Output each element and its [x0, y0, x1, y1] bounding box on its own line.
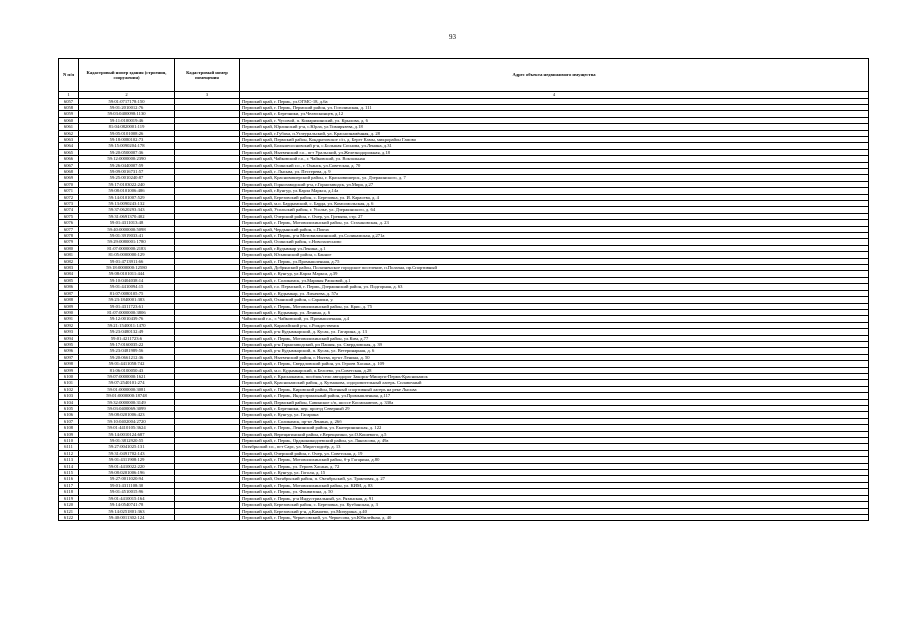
row-index-cell: 6112: [59, 450, 79, 456]
row-index-cell: 6086: [59, 284, 79, 290]
building-cadastral-cell: 59:01:3812920:55: [79, 438, 175, 444]
row-index-cell: 6107: [59, 418, 79, 424]
building-cadastral-cell: 59:01:4311723:61: [79, 303, 175, 309]
building-cadastral-cell: 59:08:0101006:486: [79, 188, 175, 194]
row-index-cell: 6114: [59, 463, 79, 469]
col-header-premises-cadastral: Кадастровый номер помещения: [175, 59, 240, 92]
building-cadastral-cell: 59:18:0080102:73: [79, 136, 175, 142]
address-cell: Пермский край, Красновишерский район, г. Красновишерск, ул. Дзержинского, д. 7: [240, 175, 869, 181]
address-cell: Пермский край, г. Пермь, Мотовилихинский район, ул. Стахановская, д. 23: [240, 220, 869, 226]
row-index-cell: 6110: [59, 438, 79, 444]
row-index-cell: 6115: [59, 470, 79, 476]
building-cadastral-cell: 59:08:0101011:444: [79, 271, 175, 277]
row-index-cell: 6113: [59, 457, 79, 463]
address-cell: Пермский край, г. Чусовой, п. Комарихинский, ул. Крылова, д. 6: [240, 117, 869, 123]
table-body: [59, 98, 869, 521]
row-index-cell: 6102: [59, 386, 79, 392]
address-cell: Чайковский г.о., г. Чайковский, ул. Промышленная, д.4: [240, 316, 869, 322]
row-index-cell: 6066: [59, 156, 79, 162]
building-cadastral-cell: 81:07:0000000:3806: [79, 309, 175, 315]
row-index-cell: 6099: [59, 367, 79, 373]
building-cadastral-cell: 59:31:0691370:402: [79, 213, 175, 219]
address-cell: Пермский край, г. Соликамск, пр-кт Ленина, д. 26б: [240, 418, 869, 424]
address-cell: Пермский край, Юсьвинский район, с.Банное: [240, 252, 869, 258]
address-cell: Пермский край, г. Пермь, Черкесовский, ул. Черкесова, ул.Юбилейная, д. 40: [240, 514, 869, 520]
building-cadastral-cell: 59:01:4510015:96: [79, 489, 175, 495]
row-index-cell: 6083: [59, 265, 79, 271]
row-index-cell: 6093: [59, 329, 79, 335]
address-cell: Пермский край, г. Кудымкар, ул. Лихачева, д. 57а: [240, 290, 869, 296]
address-cell: Пермский край, Осинский г.о., г. Оханск, ул.Советская, д. 70: [240, 162, 869, 168]
building-cadastral-cell: 59:18:0000000:12580: [79, 265, 175, 271]
address-cell: Пермский край, г. Пермь, Мотовилихинский район, ул. Крис, д. 75: [240, 303, 869, 309]
address-cell: Пермский край, Чайковский г.о., г. Чайковский, ул. Вокзальная: [240, 156, 869, 162]
col-number: 4: [240, 92, 869, 99]
address-cell: Пермский край, Березовский район, с. Березовка, ул. Кутбанская, д. 3: [240, 502, 869, 508]
row-index-cell: 6095: [59, 341, 79, 347]
row-index-cell: 6109: [59, 431, 79, 437]
building-cadastral-cell: 59:27:0011020:94: [79, 476, 175, 482]
row-index-cell: 6092: [59, 322, 79, 328]
building-cadastral-cell: 59:09:0016731:57: [79, 168, 175, 174]
registry-table: [58, 58, 869, 521]
address-cell: Пермский край, г. Пермь, ул.ОГМС-18, д.6а: [240, 98, 869, 104]
row-index-cell: 6105: [59, 406, 79, 412]
address-cell: Пермский край, Горнозаводский р-н, г.Горнозаводск, ул.Мира, д.27: [240, 181, 869, 187]
building-cadastral-cell: 59:01:0000000:3081: [79, 386, 175, 392]
row-index-cell: 6116: [59, 476, 79, 482]
building-cadastral-cell: 59:01:4311013:48: [79, 220, 175, 226]
building-cadastral-cell: 81:04:0820001:119: [79, 124, 175, 130]
row-index-cell: 6077: [59, 226, 79, 232]
row-index-cell: 6058: [59, 104, 79, 110]
building-cadastral-cell: 59:20:0500007:36: [79, 149, 175, 155]
address-cell: Пермский край, Юрлинский р-н, с.Юрла, ул.Тимирязева, д.18: [240, 124, 869, 130]
building-cadastral-cell: 59:40:0000000:5098: [79, 226, 175, 232]
address-cell: Пермский край, м.о. Бардымский, с. Барда, ул. Комсомольская, д. 6: [240, 201, 869, 207]
address-cell: Пермский край, Краснокамский район, д. Кузмакова, оздоровительный лагерь. Сплавочный: [240, 380, 869, 386]
address-cell: Пермский край, г. Пермь, Свердловский район, ул. Героев Хасана, д. 109: [240, 361, 869, 367]
address-cell: Пермский край, Большесосновский р-н, с.Большая Соснова, ул.Ленина, д.31: [240, 143, 869, 149]
building-cadastral-cell: 81:07:0080105:75: [79, 290, 175, 296]
building-cadastral-cell: 59:08:0201006:423: [79, 412, 175, 418]
building-cadastral-cell: 59:37:0620293:343: [79, 207, 175, 213]
building-cadastral-cell: 59:01:0717178:150: [79, 98, 175, 104]
address-cell: Пермский край, Нытвенский район, г. Нытва, пр-кт Ленина, д. 50: [240, 354, 869, 360]
row-index-cell: 6118: [59, 489, 79, 495]
col-header-address: Адрес объекта недвижимого имущества: [240, 59, 869, 92]
row-index-cell: 6096: [59, 348, 79, 354]
address-cell: Октябрьский г.о., пгт Сарс, ул. Мира-подпёр, д. 13: [240, 444, 869, 450]
building-cadastral-cell: 59:03:0400098:1130: [79, 111, 175, 117]
row-index-cell: 6085: [59, 277, 79, 283]
row-index-cell: 6111: [59, 444, 79, 450]
address-cell: Пермский край, г. Пермь, Индустриальный район, ул.Промышленная, д.117: [240, 393, 869, 399]
building-cadastral-cell: 59:10:0402004:2720: [79, 418, 175, 424]
building-cadastral-cell: 59:01:4311908:129: [79, 457, 175, 463]
address-cell: Пермский край, р-н Горнозаводский, рп Пашия, ул. Свердловская, д. 39: [240, 341, 869, 347]
row-index-cell: 6097: [59, 354, 79, 360]
address-cell: Пермский край, г. Кунгур, ул. Гоголя, д. 15: [240, 470, 869, 476]
building-cadastral-cell: 81:06:0100050:43: [79, 367, 175, 373]
address-cell: Пермский край, г.Кудымкар ул.Ленина, д.1: [240, 245, 869, 251]
row-index-cell: 6082: [59, 258, 79, 264]
building-cadastral-cell: 59:07:0000000:1621: [79, 373, 175, 379]
row-index-cell: 6057: [59, 98, 79, 104]
address-cell: Пермский край, г. Кудымкар, ул. Ленина, д. 6: [240, 309, 869, 315]
building-cadastral-cell: 59:01:3919033:41: [79, 233, 175, 239]
building-cadastral-cell: 59:32:0000000:3149: [79, 399, 175, 405]
building-cadastral-cell: 59:11:0100019:46: [79, 117, 175, 123]
address-cell: Пермский край, Верещагинский район, г.Верещагино, ул.О.Кошевого, д.5: [240, 431, 869, 437]
address-cell: Пермский край, г. Соликамск, ул.Марины Расковой, д.1: [240, 277, 869, 283]
address-cell: Пермский край, Чердынский район, с.Покча: [240, 226, 869, 232]
row-index-cell: 6091: [59, 316, 79, 322]
address-cell: Пермский край, г. Пермь, р-н Мотовилихинский, ул.Соликамская, д.271а: [240, 233, 869, 239]
row-index-cell: 6087: [59, 290, 79, 296]
building-cadastral-cell: 59:08:0201006:196: [79, 470, 175, 476]
row-index-cell: 6101: [59, 380, 79, 386]
address-cell: Пермский край, Нытвенский г.о., пгт Уральский, ул.Железнодорожная, д.18: [240, 149, 869, 155]
address-cell: Пермский край, г. Лысьва, ул. Пестерева, д. 9: [240, 168, 869, 174]
row-index-cell: 6061: [59, 124, 79, 130]
address-cell: Пермский край, г. Пермь, Ленинский район, ул. Екатерининская, д. 122: [240, 425, 869, 431]
row-index-cell: 6059: [59, 111, 79, 117]
building-cadastral-cell: 59:26:0440007:59: [79, 162, 175, 168]
row-index-cell: 6106: [59, 412, 79, 418]
address-cell: Пермский край, Осинский район, с.Новозалесново: [240, 239, 869, 245]
row-index-cell: 6080: [59, 245, 79, 251]
address-cell: Пермский край, Пермский район, Кондратовское с/п, д. Берег Камы, микрорайон Гамово: [240, 136, 869, 142]
address-cell: Пермский край, Очерский район, г. Очер, ул. Советская, д. 19: [240, 450, 869, 456]
address-cell: Пермский край, г. Пермь, Мотовилихинский район, б-р Гагарина, д.80: [240, 457, 869, 463]
address-cell: Пермский край, г. Пермь, р-н Индустриальный, ул. Рязанская, д. 91: [240, 495, 869, 501]
row-index-cell: 6072: [59, 194, 79, 200]
row-index-cell: 6075: [59, 213, 79, 219]
address-cell: Пермский край, м.о. Кудымкарский, п.Белоево, ул.Советская, д.28: [240, 367, 869, 373]
address-cell: Пермский край, г. Березники, ул.Челюскинцев, д.12: [240, 111, 869, 117]
building-cadastral-cell: 59:23:1840001:383: [79, 297, 175, 303]
building-cadastral-cell: 59:12:0010439:76: [79, 316, 175, 322]
building-cadastral-cell: 59:40:0011302:124: [79, 514, 175, 520]
row-index-cell: 6064: [59, 143, 79, 149]
building-cadastral-cell: 59:01:2010012:76: [79, 104, 175, 110]
building-cadastral-cell: 59:31:0491702:143: [79, 450, 175, 456]
building-cadastral-cell: 59:03:0400069:3099: [79, 406, 175, 412]
building-cadastral-cell: 59:23:0480132:49: [79, 329, 175, 335]
building-cadastral-cell: 59:01:4713911:66: [79, 258, 175, 264]
col-header-building-cadastral: Кадастровый номер здания (строения, сооружения): [79, 59, 175, 92]
row-index-cell: 6117: [59, 482, 79, 488]
premises-cadastral-cell: [175, 514, 240, 520]
address-cell: Пермский край, Очерский район, г. Очер, ул. Гремяча, стр. 27: [240, 213, 869, 219]
address-cell: Пермский край, Березовский р-н, д.Камаево, ул.Мичурина, д.40: [240, 508, 869, 514]
row-index-cell: 6073: [59, 201, 79, 207]
address-cell: Пермский край, Усольский район, г. Усолье, ул. Дзержинского, д. 64: [240, 207, 869, 213]
row-index-cell: 6084: [59, 271, 79, 277]
row-index-cell: 6069: [59, 175, 79, 181]
address-cell: Пермский край, г.Кунгур, ул.Карла Маркса, д.14а: [240, 188, 869, 194]
row-index-cell: 6062: [59, 130, 79, 136]
address-cell: Пермский край, г. Пермь, Пермский район, ул. Гоголинская, д. 111: [240, 104, 869, 110]
address-cell: Пермский край, г. Пермь, Орджоникидзевский район, ул. Лянгасова, д. 49а: [240, 438, 869, 444]
address-cell: Пермский край, Пермский район, Савинское с/п, шоссе Космонавтов, д. 330а: [240, 399, 869, 405]
row-index-cell: 6076: [59, 220, 79, 226]
address-cell: Пермский край, г. Кунгур, ул. Гагарина: [240, 412, 869, 418]
table-row: [59, 514, 869, 520]
row-index-cell: 6070: [59, 181, 79, 187]
row-index-cell: 6078: [59, 233, 79, 239]
row-index-cell: 6121: [59, 508, 79, 514]
building-cadastral-cell: 59:17:0103022:240: [79, 181, 175, 187]
row-index-cell: 6098: [59, 361, 79, 367]
building-cadastral-cell: 59:29:0080001:1780: [79, 239, 175, 245]
building-cadastral-cell: 59:01:4410015:164: [79, 495, 175, 501]
row-index-cell: 6088: [59, 297, 79, 303]
building-cadastral-cell: 59:01:4311108:30: [79, 482, 175, 488]
building-cadastral-cell: 81:07:0000000:2183: [79, 245, 175, 251]
building-cadastral-cell: 59:14:0540741:78: [79, 502, 175, 508]
address-cell: Пермский край, Добрянский район, Полазненское городское поселение, п.Полазна, пр.Спортивный: [240, 265, 869, 271]
building-cadastral-cell: 59:14:0251801:363: [79, 508, 175, 514]
row-index-cell: 6071: [59, 188, 79, 194]
building-cadastral-cell: 59:15:0090204:178: [79, 143, 175, 149]
row-index-cell: 6060: [59, 117, 79, 123]
building-cadastral-cell: 59:17:0160035:22: [79, 341, 175, 347]
address-cell: Пермский край, Октябрьский район, п. Октябрьский, ул. Трактовая, д. 27: [240, 476, 869, 482]
col-number: 2: [79, 92, 175, 99]
row-index-cell: 6074: [59, 207, 79, 213]
address-cell: Пермский край, г.о. Пермский, г. Пермь, Дзержинский район, ул. Подгорная, д. 63: [240, 284, 869, 290]
address-cell: Пермский край, г. Кунгур, ул.Карла Маркса, д.39: [240, 271, 869, 277]
row-index-cell: 6067: [59, 162, 79, 168]
address-cell: Пермский край, р-н Кудымкарский, п. Кусак, ул. Ветеринарная, д. 6: [240, 348, 869, 354]
row-index-cell: 6081: [59, 252, 79, 258]
row-index-cell: 6122: [59, 514, 79, 520]
building-cadastral-cell: 59:27:0041025:131: [79, 444, 175, 450]
address-cell: Пермский край, г. Пермь, ул. Героев Хасана, д. 72: [240, 463, 869, 469]
building-cadastral-cell: 59:05:0101008:26: [79, 130, 175, 136]
row-index-cell: 6119: [59, 495, 79, 501]
building-cadastral-cell: 59:01:0000000:18748: [79, 393, 175, 399]
address-cell: Пермский край, Березовский район, с. Березовка, ул. И. Карасева, д. 4: [240, 194, 869, 200]
building-cadastral-cell: 59:20:0661212:36: [79, 354, 175, 360]
col-number: 3: [175, 92, 240, 99]
building-cadastral-cell: 81:05:0000000:129: [79, 252, 175, 258]
building-cadastral-cell: 59:01:4410105:3624: [79, 425, 175, 431]
row-index-cell: 6090: [59, 309, 79, 315]
building-cadastral-cell: 59:01:4410094:15: [79, 284, 175, 290]
building-cadastral-cell: 59:25:0010240:87: [79, 175, 175, 181]
row-index-cell: 6108: [59, 425, 79, 431]
row-index-cell: 6100: [59, 373, 79, 379]
address-cell: Пермский край, г. Пермь, Мотовилихинский район, ул. КИМ, д. 83: [240, 482, 869, 488]
building-cadastral-cell: 59:01:4411058:742: [79, 361, 175, 367]
building-cadastral-cell: 59:01:4410022:220: [79, 463, 175, 469]
row-index-cell: 6103: [59, 393, 79, 399]
row-index-cell: 6094: [59, 335, 79, 341]
address-cell: Пермский край, г. Краснокамск, посёлок/село автодорог Закорск-Мишуги-Пермь-Краснокамск: [240, 373, 869, 379]
building-cadastral-cell: 59:14:0101007:529: [79, 194, 175, 200]
row-index-cell: 6104: [59, 399, 79, 405]
address-cell: Пермский край, Оханский район, с.Сарапки, у.: [240, 297, 869, 303]
row-index-cell: 6065: [59, 149, 79, 155]
building-cadastral-cell: 59:12:0000000:2390: [79, 156, 175, 162]
building-cadastral-cell: 59:01:4211723:6: [79, 335, 175, 341]
row-index-cell: 6089: [59, 303, 79, 309]
building-cadastral-cell: 59:14:0010124:687: [79, 431, 175, 437]
building-cadastral-cell: 59:13:0090243:132: [79, 201, 175, 207]
row-index-cell: 6120: [59, 502, 79, 508]
col-number: 1: [59, 92, 79, 99]
row-index-cell: 6068: [59, 168, 79, 174]
address-cell: Пермский край, Карагайский р-н, с.Рождественск: [240, 322, 869, 328]
row-index-cell: 6063: [59, 136, 79, 142]
row-index-cell: 6079: [59, 239, 79, 245]
address-cell: Пермский край, г.Губаха, п.Углеуральский, ул. Краснознамённая, д. 28: [240, 130, 869, 136]
page-number: 93: [449, 33, 456, 41]
building-cadastral-cell: 59:23:0481989:56: [79, 348, 175, 354]
table-header-row: [59, 59, 869, 92]
address-cell: Пермский край, г. Березники, пер. проезд Северный 29: [240, 406, 869, 412]
address-cell: Пермский край, г. Пермь, ул. Фонвизина, д. 50: [240, 489, 869, 495]
col-header-index: N п/п: [59, 59, 79, 92]
address-cell: Пермский край, г. Пермь, ул.Промышленная, д.75: [240, 258, 869, 264]
address-cell: Пермский край, г. Пермь, Кировский район, Военный спортивный лагерь на реке Лысьва: [240, 386, 869, 392]
building-cadastral-cell: 59:10:0404038:14: [79, 277, 175, 283]
address-cell: Пермский край, г. Пермь, Мотовилихинский район, ул.Ким, д.77: [240, 335, 869, 341]
address-cell: Пермский край, р-н Кудымкарский, д. Кусак, ул. Гагарина, д. 13: [240, 329, 869, 335]
building-cadastral-cell: 59:07:2540101:274: [79, 380, 175, 386]
building-cadastral-cell: 59:21:1540011:1470: [79, 322, 175, 328]
